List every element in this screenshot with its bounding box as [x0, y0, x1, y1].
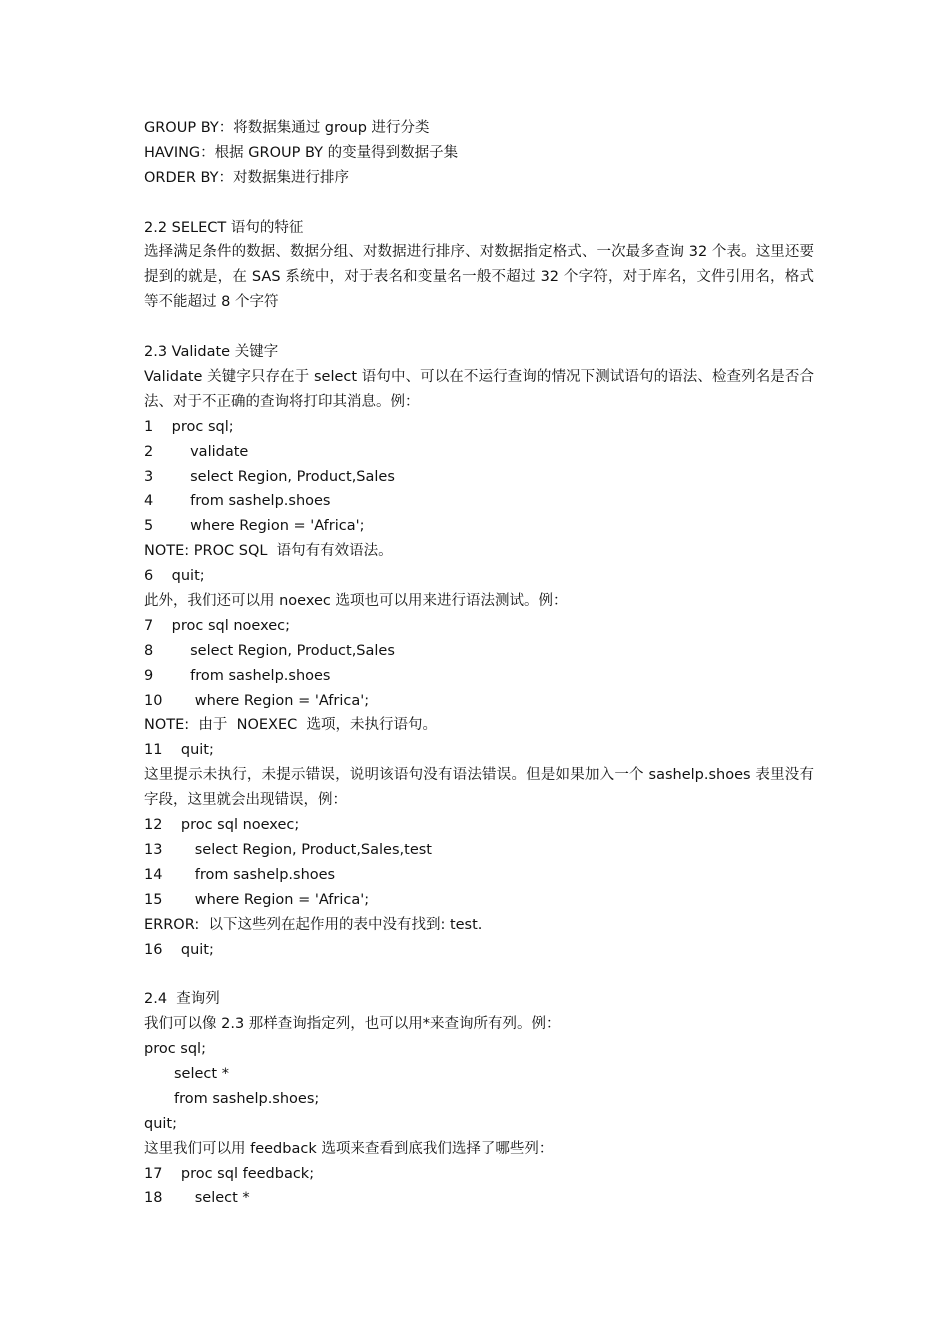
- code-line: 1 proc sql;: [144, 418, 234, 435]
- code-line: 5 where Region = 'Africa';: [144, 518, 365, 535]
- code-line: 7 proc sql noexec;: [144, 617, 290, 634]
- code-line: 17 proc sql feedback;: [144, 1165, 315, 1182]
- log-error: ERROR: 以下这些列在起作用的表中没有找到: test.: [144, 916, 483, 933]
- section-heading: 2.2 SELECT 语句的特征: [144, 219, 304, 236]
- text-line: GROUP BY：将数据集通过 group 进行分类: [144, 120, 430, 136]
- code-line: 8 select Region, Product,Sales: [144, 642, 395, 659]
- blank-line: [144, 962, 814, 987]
- code-line: from sashelp.shoes;: [174, 1090, 320, 1107]
- section-heading: 2.4 查询列: [144, 991, 220, 1008]
- log-note: NOTE: PROC SQL 语句有有效语法。: [144, 543, 393, 560]
- paragraph: 选择满足条件的数据、数据分组、对数据进行排序、对数据指定格式、一次最多查询 32 个表。这里还要提到的就是，在 SAS 系统中，对于表名和变量名一般不超过 32 个字符，对于库名，文件引用名，格式等不能超过 8 个字符: [144, 244, 814, 311]
- blank-line: [144, 191, 814, 216]
- code-line: 11 quit;: [144, 742, 214, 759]
- code-line: 14 from sashelp.shoes: [144, 866, 336, 883]
- code-line: 15 where Region = 'Africa';: [144, 891, 370, 908]
- code-line: 12 proc sql noexec;: [144, 817, 300, 834]
- code-line: proc sql;: [144, 1041, 206, 1058]
- code-line: 10 where Region = 'Africa';: [144, 692, 370, 709]
- code-line: 2 validate: [144, 443, 249, 460]
- code-line: 4 from sashelp.shoes: [144, 493, 331, 510]
- code-line: 9 from sashelp.shoes: [144, 667, 331, 684]
- blank-line: [144, 315, 814, 340]
- code-line: quit;: [144, 1115, 177, 1132]
- text-line: HAVING：根据 GROUP BY 的变量得到数据子集: [144, 144, 459, 161]
- code-line: 18 select *: [144, 1190, 250, 1207]
- section-heading: 2.3 Validate 关键字: [144, 344, 279, 361]
- text-line: ORDER BY：对数据集进行排序: [144, 169, 350, 186]
- text-line: 我们可以像 2.3 那样查询指定列，也可以用*来查询所有列。例：: [144, 1016, 561, 1033]
- text-line: 此外，我们还可以用 noexec 选项也可以用来进行语法测试。例：: [144, 593, 568, 609]
- code-line: 3 select Region, Product,Sales: [144, 468, 395, 485]
- code-line: 13 select Region, Product,Sales,test: [144, 841, 432, 858]
- code-line: 6 quit;: [144, 568, 205, 585]
- document-body: [144, 116, 814, 1211]
- code-line: select *: [174, 1065, 229, 1082]
- paragraph: Validate 关键字只存在于 select 语句中、可以在不运行查询的情况下测试语句的语法、检查列名是否合法、对于不正确的查询将打印其消息。例：: [144, 368, 814, 410]
- paragraph: 这里提示未执行，未提示错误，说明该语句没有语法错误。但是如果加入一个 sashelp.shoes 表里没有字段，这里就会出现错误，例：: [144, 767, 814, 809]
- code-line: 16 quit;: [144, 941, 214, 958]
- text-line: 这里我们可以用 feedback 选项来查看到底我们选择了哪些列：: [144, 1140, 554, 1157]
- log-note: NOTE: 由于 NOEXEC 选项，未执行语句。: [144, 717, 437, 734]
